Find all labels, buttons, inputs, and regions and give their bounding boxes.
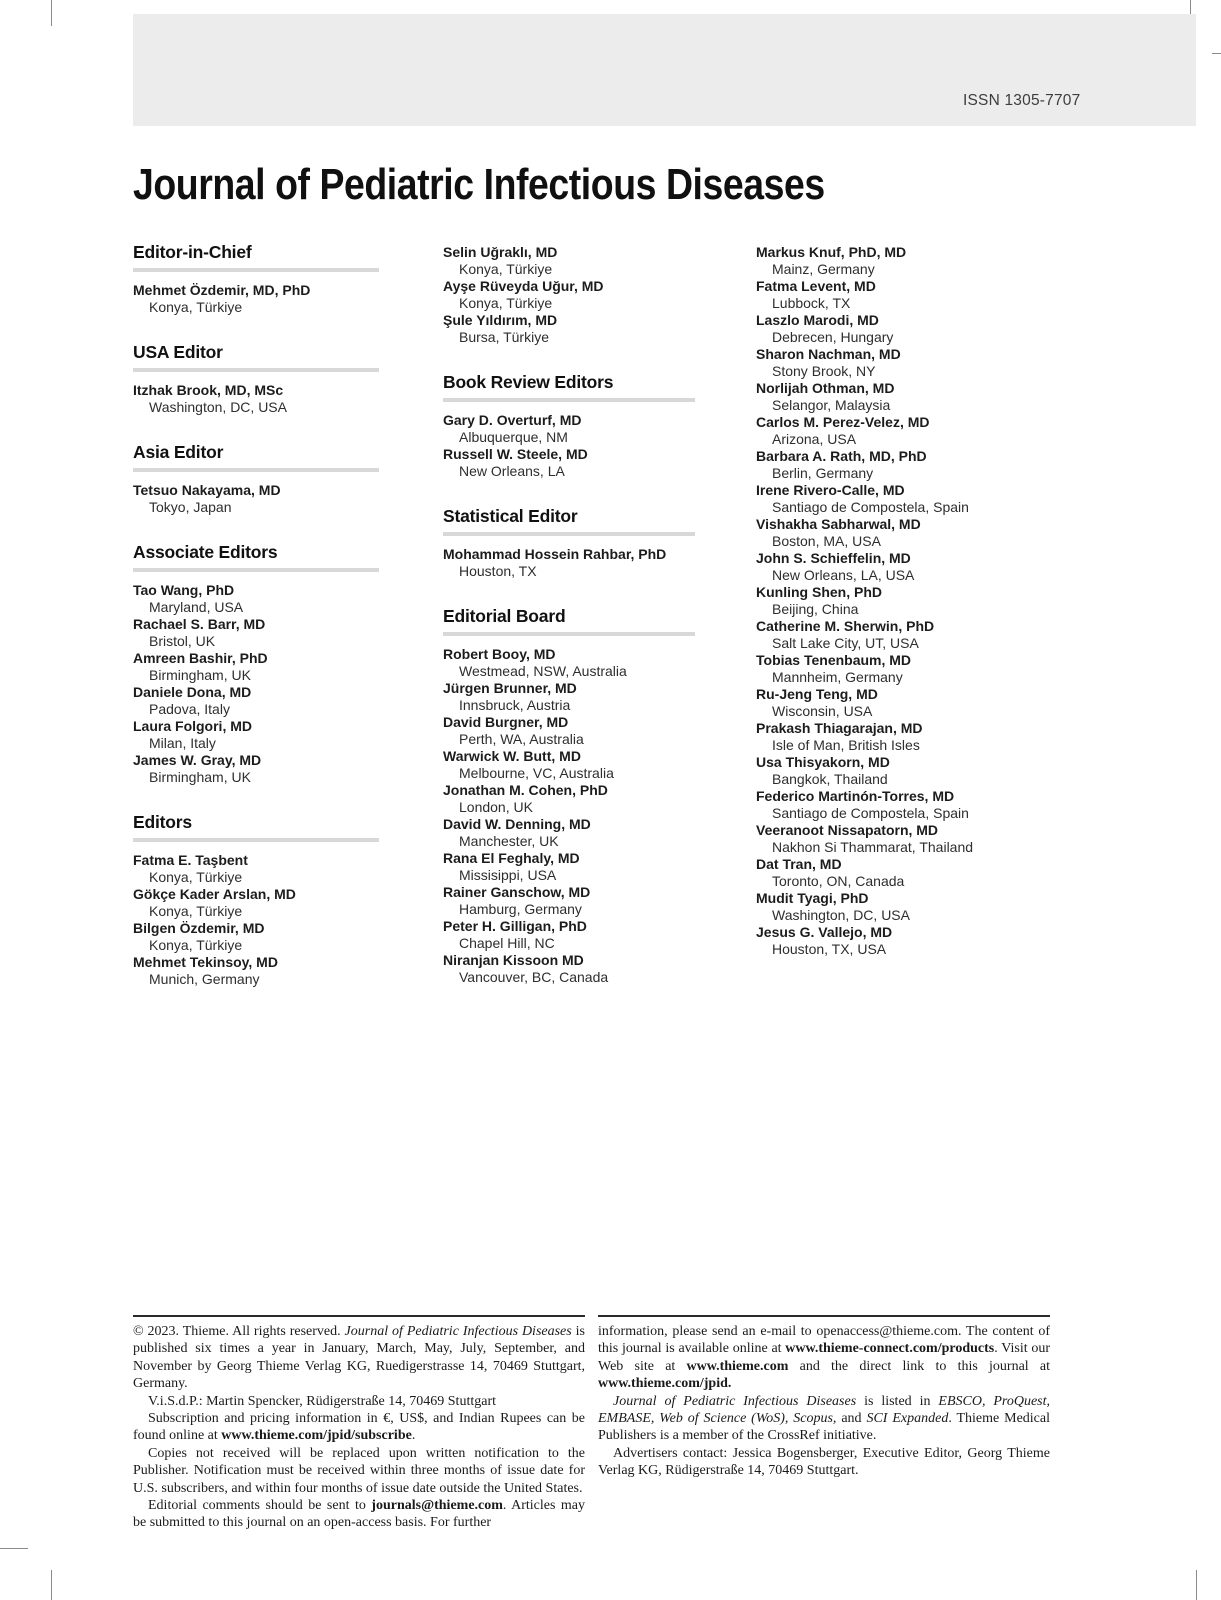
person-location: Albuquerque, NM xyxy=(459,429,568,445)
imprint-text-run: SCI Expanded xyxy=(866,1411,949,1427)
person-name: Mehmet Özdemir, MD, PhD xyxy=(133,282,311,298)
imprint-paragraph xyxy=(133,1393,585,1410)
person-name: Catherine M. Sherwin, PhD xyxy=(756,618,935,634)
person-name: Rainer Ganschow, MD xyxy=(443,884,591,900)
imprint-text-run: . Thieme Medical Publishers is a member of the CrossRef initiative. xyxy=(598,1411,1050,1444)
imprint-text-run: . Articles may be submitted to this journal on an open-access basis. For further xyxy=(133,1498,585,1531)
masthead-section xyxy=(133,244,379,316)
masthead-section xyxy=(443,374,695,480)
person-name: Selin Uğraklı, MD xyxy=(443,244,558,260)
person-name: Mudit Tyagi, PhD xyxy=(756,890,869,906)
person-name: Daniele Dona, MD xyxy=(133,684,252,700)
imprint-text-run: and the direct link to this journal at xyxy=(788,1358,1050,1374)
section-heading: Editors xyxy=(133,812,192,832)
section-heading: Editorial Board xyxy=(443,606,566,626)
person-name: Robert Booy, MD xyxy=(443,646,556,662)
person-name: David Burgner, MD xyxy=(443,714,569,730)
person-name: Sharon Nachman, MD xyxy=(756,346,901,362)
imprint-text-run: is listed in xyxy=(856,1393,939,1409)
section-rule xyxy=(133,468,379,472)
person-location: Boston, MA, USA xyxy=(772,533,881,549)
person-name: Irene Rivero-Calle, MD xyxy=(756,482,905,498)
masthead-column-1 xyxy=(133,244,379,1016)
person-location: Perth, WA, Australia xyxy=(459,731,584,747)
person-name: Tetsuo Nakayama, MD xyxy=(133,482,281,498)
section-heading: Statistical Editor xyxy=(443,506,578,526)
imprint-paragraph xyxy=(133,1410,585,1445)
person-name: Jürgen Brunner, MD xyxy=(443,680,577,696)
person-name: Jonathan M. Cohen, PhD xyxy=(443,782,608,798)
imprint-text-run: Journal of Pediatric Infectious Diseases xyxy=(613,1393,857,1409)
section-heading: Asia Editor xyxy=(133,442,224,462)
imprint-text-run: Advertisers contact: Jessica Bogensberger, Executive Editor, Georg Thieme Verlag KG, Rüdigerstraße 14, 70469 Stuttgart. xyxy=(598,1445,1050,1479)
imprint-text-run: Journal of Pediatric Infectious Diseases xyxy=(344,1324,572,1339)
person-name: Federico Martinón-Torres, MD xyxy=(756,788,955,804)
person-location: Missisippi, USA xyxy=(459,867,557,883)
person-name: Niranjan Kissoon MD xyxy=(443,952,584,968)
person-name: Şule Yıldırım, MD xyxy=(443,312,558,328)
person-location: Wisconsin, USA xyxy=(772,703,873,719)
imprint-text-run: is published six times a year in January, March, May, July, September, and November by Georg Thieme Verlag KG, Ruedigerstrasse 14, 70469 Stuttgart, Germany. xyxy=(133,1324,585,1392)
masthead-section xyxy=(443,508,695,580)
person-name: Tobias Tenenbaum, MD xyxy=(756,652,912,668)
section-heading: Associate Editors xyxy=(133,542,278,562)
masthead-section xyxy=(756,244,1056,958)
person-name: Tao Wang, PhD xyxy=(133,582,235,598)
person-location: Isle of Man, British Isles xyxy=(772,737,920,753)
person-location: New Orleans, LA xyxy=(459,463,565,479)
person-location: Konya, Türkiye xyxy=(459,261,553,277)
person-name: Gökçe Kader Arslan, MD xyxy=(133,886,296,902)
person-name: Vishakha Sabharwal, MD xyxy=(756,516,921,532)
person-name: Mehmet Tekinsoy, MD xyxy=(133,954,278,970)
person-name: Markus Knuf, PhD, MD xyxy=(756,244,907,260)
person-location: Munich, Germany xyxy=(149,971,260,987)
person-name: Rana El Feghaly, MD xyxy=(443,850,580,866)
person-location: Tokyo, Japan xyxy=(149,499,232,515)
masthead-section xyxy=(133,544,379,786)
person-location: Konya, Türkiye xyxy=(459,295,553,311)
person-location: Beijing, China xyxy=(772,601,859,617)
section-rule xyxy=(443,532,695,536)
person-location: Milan, Italy xyxy=(149,735,216,751)
person-name: Russell W. Steele, MD xyxy=(443,446,588,462)
person-name: Fatma E. Taşbent xyxy=(133,852,248,868)
section-rule xyxy=(443,398,695,402)
person-name: Bilgen Özdemir, MD xyxy=(133,920,265,936)
person-location: Maryland, USA xyxy=(149,599,244,615)
person-location: Melbourne, VC, Australia xyxy=(459,765,614,781)
masthead-section xyxy=(443,244,695,346)
person-location: Konya, Türkiye xyxy=(149,937,243,953)
person-name: Fatma Levent, MD xyxy=(756,278,876,294)
crop-mark xyxy=(51,1570,52,1600)
imprint-text-run: . Visit our Web site at xyxy=(598,1341,1051,1374)
crop-mark xyxy=(51,0,52,26)
person-name: Barbara A. Rath, MD, PhD xyxy=(756,448,927,464)
person-location: Mannheim, Germany xyxy=(772,669,903,685)
person-location: Nakhon Si Thammarat, Thailand xyxy=(772,839,974,855)
person-name: Laura Folgori, MD xyxy=(133,718,252,734)
person-location: Vancouver, BC, Canada xyxy=(459,969,609,985)
person-name: James W. Gray, MD xyxy=(133,752,262,768)
crop-mark xyxy=(1196,1570,1197,1600)
imprint-text-run: information, please send an e-mail to openaccess@thieme.com. The content of this journal is available online at xyxy=(598,1324,1050,1357)
imprint-text-run: © 2023. Thieme. All rights reserved. xyxy=(133,1324,345,1339)
person-name: Jesus G. Vallejo, MD xyxy=(756,924,893,940)
person-location: Bursa, Türkiye xyxy=(459,329,549,345)
masthead-section xyxy=(133,814,379,988)
person-name: Kunling Shen, PhD xyxy=(756,584,882,600)
masthead-section xyxy=(133,444,379,516)
person-location: Westmead, NSW, Australia xyxy=(459,663,627,679)
imprint-text-run: Subscription and pricing information in €, US$, and Indian Rupees can be found online at xyxy=(133,1411,585,1444)
issn-label: ISSN 1305-7707 xyxy=(963,92,1081,109)
person-name: Usa Thisyakorn, MD xyxy=(756,754,890,770)
person-name: Prakash Thiagarajan, MD xyxy=(756,720,923,736)
imprint-paragraph xyxy=(598,1393,1050,1445)
masthead-column-3 xyxy=(756,244,1056,986)
person-location: Bangkok, Thailand xyxy=(772,771,888,787)
imprint-text-run: www.thieme.com xyxy=(686,1358,789,1374)
person-location: Santiago de Compostela, Spain xyxy=(772,805,969,821)
person-location: Houston, TX xyxy=(459,563,537,579)
section-rule xyxy=(133,838,379,842)
imprint-text-run: EBSCO, ProQuest, EMBASE, Web of Science (WoS), Scopus, xyxy=(598,1393,1050,1427)
person-name: Mohammad Hossein Rahbar, PhD xyxy=(443,546,667,562)
person-location: Konya, Türkiye xyxy=(149,903,243,919)
person-location: Berlin, Germany xyxy=(772,465,874,481)
imprint-text-run: V.i.S.d.P.: Martin Spencker, Rüdigerstraße 14, 70469 Stuttgart xyxy=(148,1393,496,1409)
section-heading: Editor-in-Chief xyxy=(133,242,252,262)
person-name: Peter H. Gilligan, PhD xyxy=(443,918,587,934)
masthead-column-2 xyxy=(443,244,695,1014)
person-name: Rachael S. Barr, MD xyxy=(133,616,266,632)
person-location: Mainz, Germany xyxy=(772,261,875,277)
journal-title: Journal of Pediatric Infectious Diseases xyxy=(133,160,825,209)
person-name: Gary D. Overturf, MD xyxy=(443,412,582,428)
section-rule xyxy=(443,632,695,636)
person-location: Toronto, ON, Canada xyxy=(772,873,905,889)
person-location: Debrecen, Hungary xyxy=(772,329,894,345)
crop-mark xyxy=(1212,53,1221,54)
imprint-paragraph xyxy=(598,1323,1050,1393)
imprint-text-run: journals@thieme.com xyxy=(371,1498,503,1514)
person-name: Itzhak Brook, MD, MSc xyxy=(133,382,284,398)
imprint-paragraph xyxy=(133,1445,585,1497)
section-rule xyxy=(133,368,379,372)
person-name: Warwick W. Butt, MD xyxy=(443,748,581,764)
person-location: Birmingham, UK xyxy=(149,769,251,785)
person-location: Arizona, USA xyxy=(772,431,857,447)
section-rule xyxy=(133,568,379,572)
masthead-section xyxy=(133,344,379,416)
section-rule xyxy=(133,268,379,272)
imprint-text-run: www.thieme-connect.com/products xyxy=(785,1341,995,1357)
imprint-text-run: Copies not received will be replaced upon written notification to the Publisher. Notification must be received within three months of issue date for U.S. subscribers, and within four months of issue date outside the United States. xyxy=(133,1445,585,1496)
person-name: Dat Tran, MD xyxy=(756,856,842,872)
imprint-text-run: and xyxy=(836,1411,867,1427)
person-location: Hamburg, Germany xyxy=(459,901,582,917)
person-name: Norlijah Othman, MD xyxy=(756,380,895,396)
person-location: Lubbock, TX xyxy=(772,295,851,311)
person-location: London, UK xyxy=(459,799,533,815)
person-name: Veeranoot Nissapatorn, MD xyxy=(756,822,939,838)
crop-mark xyxy=(0,1548,28,1549)
person-location: Salt Lake City, UT, USA xyxy=(772,635,919,651)
imprint-text-run: . xyxy=(411,1428,416,1444)
masthead-section xyxy=(443,608,695,986)
imprint-text-run: www.thieme.com/jpid. xyxy=(598,1376,732,1392)
imprint-text-run: www.thieme.com/jpid/subscribe xyxy=(221,1428,412,1444)
imprint-paragraph xyxy=(598,1445,1050,1480)
person-location: Birmingham, UK xyxy=(149,667,251,683)
person-name: Laszlo Marodi, MD xyxy=(756,312,879,328)
person-location: Selangor, Malaysia xyxy=(772,397,891,413)
person-location: Bristol, UK xyxy=(149,633,216,649)
imprint-paragraph xyxy=(133,1497,585,1532)
person-name: Amreen Bashir, PhD xyxy=(133,650,268,666)
person-location: Santiago de Compostela, Spain xyxy=(772,499,969,515)
person-name: Carlos M. Perez-Velez, MD xyxy=(756,414,930,430)
imprint-column-right xyxy=(598,1315,1050,1480)
section-heading: Book Review Editors xyxy=(443,372,614,392)
person-name: David W. Denning, MD xyxy=(443,816,591,832)
person-location: Chapel Hill, NC xyxy=(459,935,555,951)
imprint-text-run: Editorial comments should be sent to xyxy=(148,1498,372,1514)
header-banner xyxy=(133,14,1196,126)
section-heading: USA Editor xyxy=(133,342,223,362)
person-location: Houston, TX, USA xyxy=(772,941,887,957)
person-location: Washington, DC, USA xyxy=(149,399,287,415)
imprint-column-left xyxy=(133,1315,585,1532)
person-name: Ayşe Rüveyda Uğur, MD xyxy=(443,278,604,294)
person-location: Innsbruck, Austria xyxy=(459,697,571,713)
person-location: Manchester, UK xyxy=(459,833,559,849)
person-name: Ru-Jeng Teng, MD xyxy=(756,686,878,702)
person-location: Stony Brook, NY xyxy=(772,363,876,379)
imprint-paragraph xyxy=(133,1323,585,1393)
person-location: Konya, Türkiye xyxy=(149,299,243,315)
person-location: Konya, Türkiye xyxy=(149,869,243,885)
person-location: Padova, Italy xyxy=(149,701,230,717)
person-name: John S. Schieffelin, MD xyxy=(756,550,911,566)
person-location: New Orleans, LA, USA xyxy=(772,567,915,583)
person-location: Washington, DC, USA xyxy=(772,907,910,923)
